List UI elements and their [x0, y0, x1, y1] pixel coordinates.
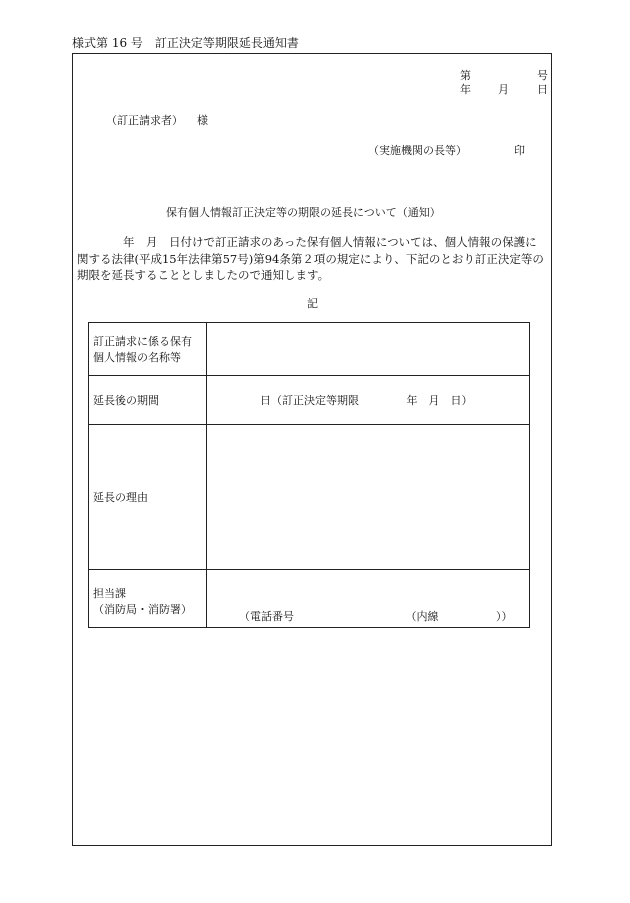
document-number-prefix: 第 — [460, 69, 471, 82]
extension-days: 日（訂正決定等期限 — [260, 394, 359, 407]
details-table — [88, 322, 530, 628]
extension-period-label: 延長後の期間 — [89, 376, 207, 425]
seal-mark: 印 — [514, 144, 525, 157]
department-label-line1: 担当課 — [93, 587, 126, 600]
ki-heading: 記 — [307, 297, 318, 310]
table-row — [89, 376, 530, 425]
department-label — [89, 570, 207, 628]
document-title: 保有個人情報訂正決定等の期限の延長について（通知） — [166, 206, 441, 219]
table-row — [89, 425, 530, 570]
document-number-suffix: 号 — [537, 69, 548, 82]
department-label-line2: （消防局・消防署） — [93, 603, 192, 616]
extension-reason-label: 延長の理由 — [89, 425, 207, 570]
extension-period-value — [207, 376, 530, 425]
table-row — [89, 570, 530, 628]
extension-deadline-date: 年 月 日） — [406, 394, 473, 407]
body-line: 関する法律(平成15年法律第57号)第94条第２項の規定により、下記のとおり訂正決定等の — [77, 251, 544, 266]
date-month: 月 — [498, 83, 509, 96]
table-row — [89, 323, 530, 376]
extension-reason-value — [207, 425, 530, 570]
date-day: 日 — [537, 83, 548, 96]
extension-label: （内線 — [405, 610, 439, 623]
info-name-label-line1: 訂正請求に係る保有 — [93, 335, 192, 348]
sender-label: （実施機関の長等） — [368, 144, 467, 157]
closing-parens: ）） — [496, 610, 513, 623]
info-name-label — [89, 323, 207, 376]
info-name-value — [207, 323, 530, 376]
notice-body — [77, 234, 549, 284]
phone-label: （電話番号 — [239, 610, 294, 623]
recipient-honorific: 様 — [197, 114, 208, 127]
form-number: 様式第 16 号 訂正決定等期限延長通知書 — [72, 36, 299, 50]
info-name-label-line2: 個人情報の名称等 — [93, 351, 181, 364]
date-year: 年 — [460, 83, 471, 96]
body-line: 年 月 日付けで訂正請求のあった保有個人情報については、個人情報の保護に — [77, 235, 537, 249]
body-line: 期限を延長することとしましたので通知します。 — [77, 268, 330, 282]
department-value — [207, 570, 530, 628]
recipient-label: （訂正請求者） — [106, 114, 183, 127]
